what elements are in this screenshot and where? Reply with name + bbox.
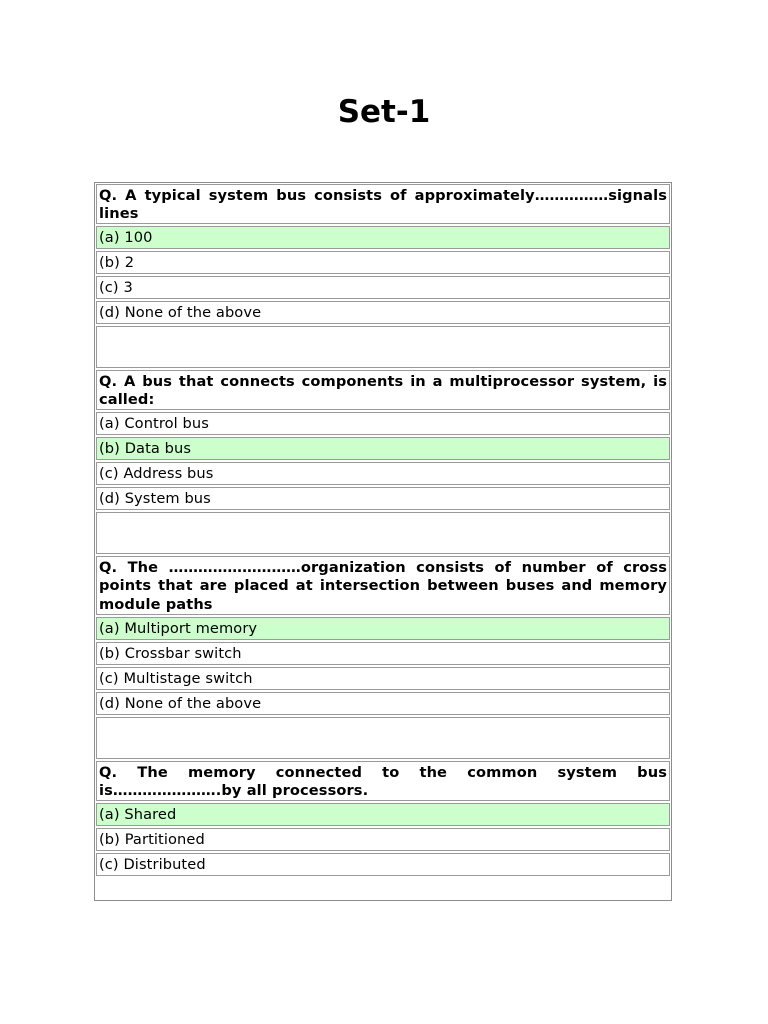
answer-option: (d) None of the above [96,301,670,324]
spacer-row [96,326,670,368]
spacer-row [96,717,670,759]
answer-option: (c) 3 [96,276,670,299]
answer-option: (d) System bus [96,487,670,510]
answer-option: (c) Multistage switch [96,667,670,690]
page-title: Set-1 [337,94,431,130]
answer-option: (c) Address bus [96,462,670,485]
answer-option: (d) None of the above [96,692,670,715]
quiz-table [94,182,672,901]
question-text: Q. The memory connected to the common system bus is………………….by all processors. [96,761,670,801]
answer-option-correct: (a) Multiport memory [96,617,670,640]
question-text: Q. A bus that connects components in a multiprocessor system, is called: [96,370,670,410]
question-text: Q. A typical system bus consists of approximately……………signals lines [96,184,670,224]
answer-option: (a) Control bus [96,412,670,435]
answer-option-correct: (a) 100 [96,226,670,249]
answer-option: (b) Partitioned [96,828,670,851]
answer-option: (b) Crossbar switch [96,642,670,665]
answer-option-correct: (b) Data bus [96,437,670,460]
answer-option: (c) Distributed [96,853,670,876]
question-text: Q. The ………………………organization consists of number of cross points that are placed at intersection between buses and memory module paths [96,556,670,615]
answer-option: (b) 2 [96,251,670,274]
spacer-row [96,512,670,554]
answer-option-correct: (a) Shared [96,803,670,826]
